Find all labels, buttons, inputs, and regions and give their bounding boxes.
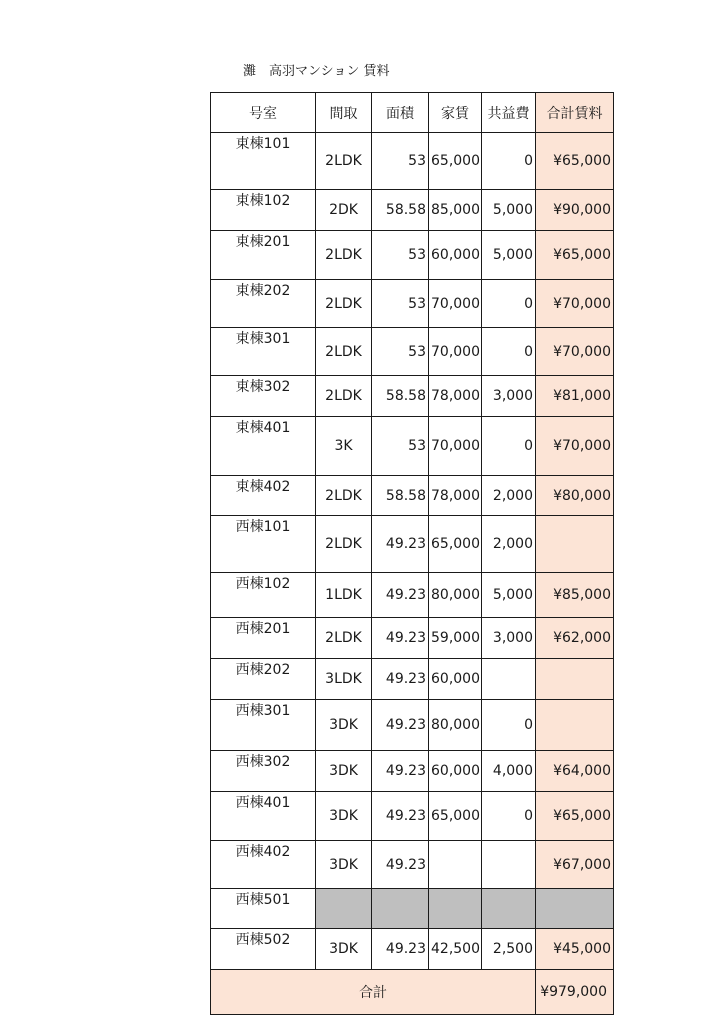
rent-cell: 65,000 bbox=[429, 792, 482, 841]
layout-cell: 3DK bbox=[316, 841, 372, 889]
common-fee-cell: 0 bbox=[482, 792, 536, 841]
common-fee-cell: 5,000 bbox=[482, 190, 536, 231]
layout-cell: 3DK bbox=[316, 700, 372, 751]
room-cell: 西棟202 bbox=[211, 659, 316, 700]
rent-cell: 80,000 bbox=[429, 700, 482, 751]
room-cell: 東棟301 bbox=[211, 328, 316, 376]
layout-cell: 2LDK bbox=[316, 280, 372, 328]
room-cell: 西棟402 bbox=[211, 841, 316, 889]
room-cell: 西棟102 bbox=[211, 573, 316, 618]
total-rent-cell: ¥80,000 bbox=[536, 476, 614, 516]
table-row bbox=[211, 376, 614, 417]
area-cell: 58.58 bbox=[372, 190, 429, 231]
table-row bbox=[211, 929, 614, 970]
rent-cell: 65,000 bbox=[429, 133, 482, 190]
area-cell: 53 bbox=[372, 280, 429, 328]
room-cell: 西棟201 bbox=[211, 618, 316, 659]
area-cell: 49.23 bbox=[372, 700, 429, 751]
total-rent-cell bbox=[536, 659, 614, 700]
common-fee-cell: 2,000 bbox=[482, 476, 536, 516]
table-row bbox=[211, 841, 614, 889]
layout-cell: 2LDK bbox=[316, 328, 372, 376]
table-row bbox=[211, 792, 614, 841]
area-cell: 53 bbox=[372, 417, 429, 476]
rent-cell: 80,000 bbox=[429, 573, 482, 618]
rent-cell: 59,000 bbox=[429, 618, 482, 659]
rent-table bbox=[210, 92, 614, 1015]
area-cell: 58.58 bbox=[372, 476, 429, 516]
area-cell: 53 bbox=[372, 328, 429, 376]
rent-cell: 60,000 bbox=[429, 231, 482, 280]
header-rent: 家賃 bbox=[429, 93, 482, 133]
room-cell: 東棟102 bbox=[211, 190, 316, 231]
total-rent-cell: ¥65,000 bbox=[536, 133, 614, 190]
room-cell: 西棟401 bbox=[211, 792, 316, 841]
common-fee-cell bbox=[482, 659, 536, 700]
layout-cell: 2DK bbox=[316, 190, 372, 231]
area-cell: 49.23 bbox=[372, 751, 429, 792]
common-fee-cell: 5,000 bbox=[482, 573, 536, 618]
total-rent-cell: ¥65,000 bbox=[536, 792, 614, 841]
table-row bbox=[211, 280, 614, 328]
room-cell: 東棟202 bbox=[211, 280, 316, 328]
total-rent-cell: ¥70,000 bbox=[536, 328, 614, 376]
common-fee-cell: 4,000 bbox=[482, 751, 536, 792]
room-cell: 西棟501 bbox=[211, 889, 316, 929]
document-title: 灘 高羽マンション 賃料 bbox=[243, 64, 390, 79]
layout-cell: 2LDK bbox=[316, 133, 372, 190]
total-rent-cell: ¥81,000 bbox=[536, 376, 614, 417]
summary-label: 合計 bbox=[211, 970, 536, 1015]
layout-cell: 3LDK bbox=[316, 659, 372, 700]
layout-cell: 3K bbox=[316, 417, 372, 476]
common-fee-cell: 3,000 bbox=[482, 618, 536, 659]
area-cell: 53 bbox=[372, 231, 429, 280]
table-row bbox=[211, 516, 614, 573]
summary-total: ¥979,000 bbox=[536, 970, 614, 1015]
area-cell bbox=[372, 889, 429, 929]
room-cell: 東棟101 bbox=[211, 133, 316, 190]
layout-cell bbox=[316, 889, 372, 929]
header-layout: 間取 bbox=[316, 93, 372, 133]
room-cell: 西棟302 bbox=[211, 751, 316, 792]
total-rent-cell bbox=[536, 516, 614, 573]
rent-cell bbox=[429, 889, 482, 929]
total-rent-cell bbox=[536, 700, 614, 751]
common-fee-cell: 2,500 bbox=[482, 929, 536, 970]
total-rent-cell: ¥45,000 bbox=[536, 929, 614, 970]
total-rent-cell: ¥65,000 bbox=[536, 231, 614, 280]
area-cell: 58.58 bbox=[372, 376, 429, 417]
room-cell: 東棟201 bbox=[211, 231, 316, 280]
table-row bbox=[211, 190, 614, 231]
table-row bbox=[211, 231, 614, 280]
rent-cell: 60,000 bbox=[429, 751, 482, 792]
common-fee-cell: 3,000 bbox=[482, 376, 536, 417]
layout-cell: 3DK bbox=[316, 751, 372, 792]
room-cell: 西棟101 bbox=[211, 516, 316, 573]
table-row bbox=[211, 417, 614, 476]
area-cell: 49.23 bbox=[372, 618, 429, 659]
layout-cell: 2LDK bbox=[316, 476, 372, 516]
common-fee-cell: 0 bbox=[482, 280, 536, 328]
layout-cell: 3DK bbox=[316, 792, 372, 841]
header-room: 号室 bbox=[211, 93, 316, 133]
area-cell: 49.23 bbox=[372, 659, 429, 700]
layout-cell: 2LDK bbox=[316, 376, 372, 417]
room-cell: 西棟301 bbox=[211, 700, 316, 751]
total-rent-cell: ¥62,000 bbox=[536, 618, 614, 659]
total-rent-cell: ¥70,000 bbox=[536, 280, 614, 328]
layout-cell: 2LDK bbox=[316, 516, 372, 573]
common-fee-cell bbox=[482, 841, 536, 889]
table-row bbox=[211, 751, 614, 792]
table-row bbox=[211, 700, 614, 751]
summary-row bbox=[211, 970, 614, 1015]
rent-cell: 70,000 bbox=[429, 417, 482, 476]
total-rent-cell: ¥67,000 bbox=[536, 841, 614, 889]
table-row bbox=[211, 659, 614, 700]
rent-cell: 85,000 bbox=[429, 190, 482, 231]
layout-cell: 2LDK bbox=[316, 231, 372, 280]
table-row bbox=[211, 618, 614, 659]
room-cell: 東棟402 bbox=[211, 476, 316, 516]
rent-cell: 70,000 bbox=[429, 328, 482, 376]
total-rent-cell bbox=[536, 889, 614, 929]
area-cell: 49.23 bbox=[372, 573, 429, 618]
area-cell: 49.23 bbox=[372, 792, 429, 841]
area-cell: 49.23 bbox=[372, 929, 429, 970]
table-row bbox=[211, 476, 614, 516]
total-rent-cell: ¥64,000 bbox=[536, 751, 614, 792]
header-row bbox=[211, 93, 614, 133]
table-row bbox=[211, 133, 614, 190]
area-cell: 49.23 bbox=[372, 516, 429, 573]
rent-cell: 42,500 bbox=[429, 929, 482, 970]
layout-cell: 2LDK bbox=[316, 618, 372, 659]
common-fee-cell bbox=[482, 889, 536, 929]
area-cell: 53 bbox=[372, 133, 429, 190]
rent-cell bbox=[429, 841, 482, 889]
table-row bbox=[211, 573, 614, 618]
area-cell: 49.23 bbox=[372, 841, 429, 889]
rent-cell: 78,000 bbox=[429, 476, 482, 516]
room-cell: 東棟401 bbox=[211, 417, 316, 476]
room-cell: 西棟502 bbox=[211, 929, 316, 970]
total-rent-cell: ¥90,000 bbox=[536, 190, 614, 231]
table-row bbox=[211, 328, 614, 376]
header-total-rent: 合計賃料 bbox=[536, 93, 614, 133]
common-fee-cell: 2,000 bbox=[482, 516, 536, 573]
room-cell: 東棟302 bbox=[211, 376, 316, 417]
common-fee-cell: 5,000 bbox=[482, 231, 536, 280]
total-rent-cell: ¥85,000 bbox=[536, 573, 614, 618]
rent-cell: 60,000 bbox=[429, 659, 482, 700]
common-fee-cell: 0 bbox=[482, 417, 536, 476]
rent-cell: 70,000 bbox=[429, 280, 482, 328]
rent-cell: 78,000 bbox=[429, 376, 482, 417]
common-fee-cell: 0 bbox=[482, 328, 536, 376]
total-rent-cell: ¥70,000 bbox=[536, 417, 614, 476]
header-common-fee: 共益費 bbox=[482, 93, 536, 133]
table-row bbox=[211, 889, 614, 929]
rent-cell: 65,000 bbox=[429, 516, 482, 573]
common-fee-cell: 0 bbox=[482, 133, 536, 190]
common-fee-cell: 0 bbox=[482, 700, 536, 751]
layout-cell: 3DK bbox=[316, 929, 372, 970]
header-area: 面積 bbox=[372, 93, 429, 133]
layout-cell: 1LDK bbox=[316, 573, 372, 618]
